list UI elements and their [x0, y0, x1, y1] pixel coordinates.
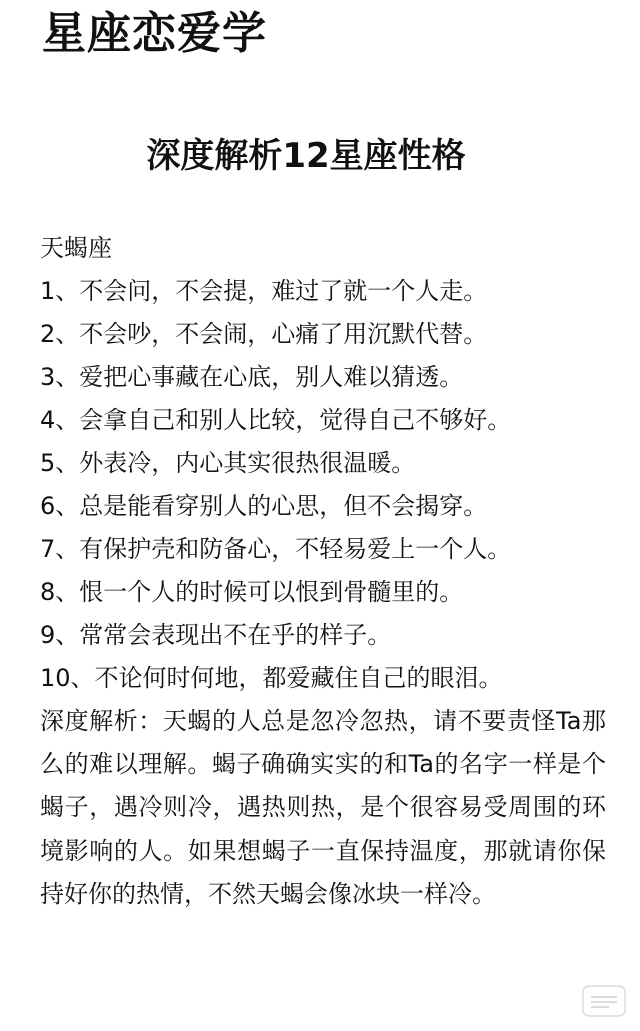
analysis-paragraph: 深度解析：天蝎的人总是忽冷忽热，请不要责怪Ta那么的难以理解。蝎子确确实实的和Ta的名字一样是个蝎子，遇冷则冷，遇热则热，是个很容易受周围的环境影响的人。如果想蝎子一直保持温度，那就请你保持好你的热情，不然天蝎会像冰块一样冷。 [40, 707, 606, 908]
trait-item-5: 5、外表冷，内心其实很热很温暖。 [40, 449, 416, 477]
watermark-logo-icon [582, 985, 626, 1017]
trait-item-2: 2、不会吵，不会闹，心痛了用沉默代替。 [40, 320, 488, 348]
trait-item-1: 1、不会问，不会提，难过了就一个人走。 [40, 277, 488, 305]
article-content [40, 227, 606, 916]
trait-item-4: 4、会拿自己和别人比较，觉得自己不够好。 [40, 406, 512, 434]
article-headline: 深度解析12星座性格 [146, 136, 466, 176]
trait-item-7: 7、有保护壳和防备心，不轻易爱上一个人。 [40, 535, 512, 563]
zodiac-sign-heading: 天蝎座 [40, 234, 112, 262]
trait-item-8: 8、恨一个人的时候可以恨到骨髓里的。 [40, 578, 464, 606]
trait-item-3: 3、爱把心事藏在心底，别人难以猜透。 [40, 363, 464, 391]
trait-item-9: 9、常常会表现出不在乎的样子。 [40, 621, 392, 649]
brand-title: 星座恋爱学 [42, 8, 267, 59]
trait-item-6: 6、总是能看穿别人的心思，但不会揭穿。 [40, 492, 488, 520]
trait-item-10: 10、不论何时何地，都爱藏住自己的眼泪。 [40, 664, 503, 692]
